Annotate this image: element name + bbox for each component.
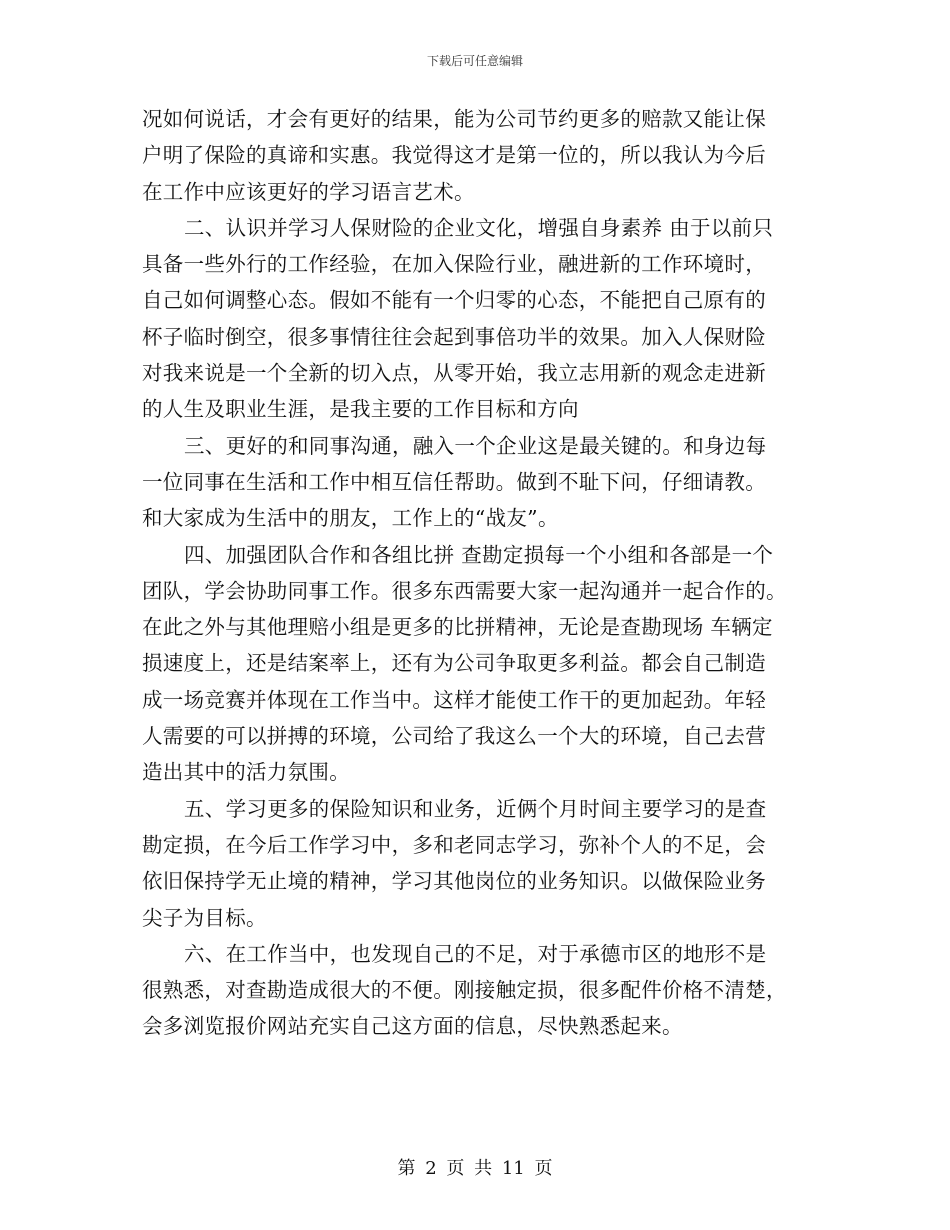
document-body (142, 101, 810, 1045)
page-number-footer: 第 2 页 共 11 页 (397, 1158, 553, 1179)
paragraph-line: 在此之外与其他理赔小组是更多的比拼精神，无论是查勘现场 车辆定 (142, 615, 773, 640)
paragraph-line: 勘定损，在今后工作学习中，多和老同志学习，弥补个人的不足，会 (142, 832, 766, 857)
paragraph-first-line: 六、在工作当中，也发现自己的不足，对于承德市区的地形不是 (184, 941, 767, 966)
paragraph-line: 团队，学会协助同事工作。很多东西需要大家一起沟通并一起合作的。 (142, 578, 787, 603)
paragraph-first-line: 四、加强团队合作和各组比拼 查勘定损每一个小组和各部是一个 (184, 542, 774, 567)
paragraph-line: 尖子为目标。 (142, 905, 267, 930)
paragraph-line: 很熟悉，对查勘造成很大的不便。刚接触定损，很多配件价格不清楚， (142, 978, 787, 1003)
page-header: 下载后可任意编辑 (426, 54, 523, 68)
paragraph-line: 会多浏览报价网站充实自己这方面的信息，尽快熟悉起来。 (142, 1014, 683, 1039)
paragraph-line: 一位同事在生活和工作中相互信任帮助。做到不耻下问，仔细请教。 (142, 469, 766, 494)
paragraph-first-line: 五、学习更多的保险知识和业务，近俩个月时间主要学习的是查 (184, 796, 767, 821)
paragraph-line: 在工作中应该更好的学习语言艺术。 (142, 179, 475, 204)
paragraph-line: 人需要的可以拼搏的环境，公司给了我这么一个大的环境，自己去营 (142, 724, 766, 749)
paragraph-line: 成一场竞赛并体现在工作当中。这样才能使工作干的更加起劲。年轻 (142, 687, 766, 712)
paragraph-line: 造出其中的活力氛围。 (142, 760, 350, 785)
paragraph-line: 对我来说是一个全新的切入点，从零开始，我立志用新的观念走进新 (142, 361, 766, 386)
paragraph-line: 自己如何调整心态。假如不能有一个归零的心态，不能把自己原有的 (142, 288, 766, 313)
paragraph-line: 况如何说话，才会有更好的结果，能为公司节约更多的赔款又能让保 (142, 107, 766, 131)
paragraph-line: 的人生及职业生涯，是我主要的工作目标和方向 (142, 397, 579, 422)
paragraph-first-line: 二、认识并学习人保财险的企业文化，增强自身素养 由于以前只 (184, 215, 774, 240)
paragraph-first-line: 三、更好的和同事沟通，融入一个企业这是最关键的。和身边每 (184, 433, 767, 458)
paragraph-line: 杯子临时倒空，很多事情往往会起到事倍功半的效果。加入人保财险 (142, 324, 766, 349)
paragraph-line: 损速度上，还是结案率上，还有为公司争取更多利益。都会自己制造 (142, 651, 766, 676)
paragraph-line: 户明了保险的真谛和实惠。我觉得这才是第一位的，所以我认为今后 (142, 143, 766, 168)
paragraph-line: 具备一些外行的工作经验，在加入保险行业，融进新的工作环境时， (142, 252, 766, 277)
paragraph-line: 和大家成为生活中的朋友，工作上的“战友”。 (142, 506, 559, 531)
paragraph-line: 依旧保持学无止境的精神，学习其他岗位的业务知识。以做保险业务 (142, 869, 766, 894)
